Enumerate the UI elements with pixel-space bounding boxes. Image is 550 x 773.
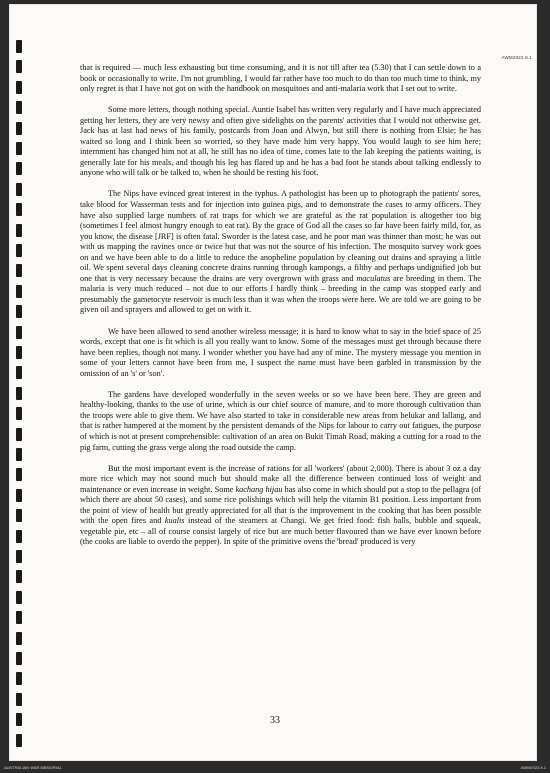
binding-ring: [16, 122, 22, 135]
binding-ring: [16, 693, 22, 706]
archive-footer: [0, 761, 550, 773]
paragraph-6-text: But the most important event is the increase of rations for all 'workers' (about 2,000). There is about 3 oz a day more rice which may not sound much but should make all the difference between continued loss of weight and maintenance or even increase in weight. Some: [80, 463, 481, 494]
binding-ring: [16, 346, 22, 359]
binding-ring: [16, 734, 22, 747]
binding-ring: [16, 40, 22, 53]
paragraph-6: [80, 464, 481, 548]
paragraph-5: The gardens have developed wonderfully in the seven weeks or so we have been here. They are green and healthy-looking, thanks to the use of urine, which is our chief source of manure, and to more thorough cultivation than the troops were able to give them. We have also started to take in considerable new areas from belukar and lallang, and that is rather hampered at the moment by the persistent demands of the Nips for labour to carry out fatigues, the purpose of which is not at present comprehensible: cultivation of an area on Bukit Timah Road, making a cutting for a road to the pig farm, cutting the grass verge along the road outside the camp.: [80, 389, 481, 452]
binding-ring: [16, 305, 22, 318]
binding-ring: [16, 183, 22, 196]
italic-kualis: kualis: [164, 516, 185, 526]
binding-ring: [16, 285, 22, 298]
paragraph-6-middle: has also come in which should put a stop to the pellagra (of which there are about 50 cases), and some rice polishings which will help the vitamin B1 position. Less important from the point of view of health but greatly appreciated for all that is the improvement in the cooking that has been possible with the open fires and: [80, 484, 481, 526]
paragraph-3-text: The Nips have evinced great interest in the typhus. A pathologist has been up to photograph the patients' sores, take blood for Wasserman tests and for injection into guinea pigs, and to demonstrate the cases to army officers. They have also supplied large numbers of rat traps for which we are grateful as the rat population is altogether too big (sometimes I feel almost hungry enough to eat rat). By the grace of God all the cases so far have been fairly mild, for, as you know, the disease [JRF] is often fatal. Sworder is the latest case, and he poor man was thinner than most; he was out with us mapping the ravines once or twice but that was not the source of his infection. The mosquito survey work goes on and we have been able to do a little to reduce the anopheline population by cleaning out drains and spraying a little oil. We spent several days cleaning concrete drains running through kampongs, a filthy and perhaps undignified job but one that is very necessary because the drains are very overgrown with grass and: [80, 189, 481, 283]
footer-left: AUSTRALIAN WAR MEMORIAL: [4, 765, 62, 770]
binding-ring: [16, 264, 22, 277]
binding-ring: [16, 509, 22, 522]
paragraph-6-end: Changi. We get fried food: fish balls, bubble and squeak, vegetable pie, etc – all of course consist largely of rice but are much better flavoured than we have ever known before (the cooks are liable to overdo the pepper). In spite of the primitive ovens the 'bread' produced is very: [80, 516, 481, 547]
binding-ring: [16, 203, 22, 216]
binding-ring: [16, 387, 22, 400]
binding-ring: [16, 407, 22, 420]
binding-ring: [16, 591, 22, 604]
page-text: [80, 63, 481, 548]
binding-ring: [16, 652, 22, 665]
binding-ring: [16, 162, 22, 175]
archive-reference: AWM2022.8.1: [501, 55, 532, 60]
binding-ring: [16, 468, 22, 481]
binding-ring: [16, 530, 22, 543]
binding-ring: [16, 142, 22, 155]
binding-ring: [16, 60, 22, 73]
binding-ring: [16, 611, 22, 624]
spiral-binding: [16, 40, 24, 756]
binding-ring: [16, 428, 22, 441]
paragraph-1: that is required — much less exhausting but time consuming, and it is not till after tea (5.30) that I can settle down to a book or occasionally to write. I'm not grumbling, I would far rather have too much to do than too much time to think, my only regret is that I have not got on with the handbook on mosquitoes and anti-malaria work that I set out to write.: [80, 63, 481, 94]
paragraph-2: Some more letters, though nothing special. Auntie Isabel has written very regularly and I have much appreciated getting her letters, they are very newsy and often give sidelights on the parents' activities that I would not otherwise get. Jack has at last had news of his family, postcards from Joan and Alwyn, but still there is nothing from Elsie; he has waited so long and I think been so worried, so they have made him very happy. You would laugh to see him here; internment has changed him not at all, he still has no idea of time, comes late to the lab keeping the patients waiting, is generally late for his meals, and though his leg has flared up and he has a bad foot he stands about talking endlessly to anyone who will talk or be talked to, when he should be resting his foot.: [80, 105, 481, 178]
binding-ring: [16, 101, 22, 114]
italic-maculatus: maculatus: [356, 273, 391, 283]
binding-ring: [16, 448, 22, 461]
paragraph-6-tail: instead of the steamers at: [184, 516, 281, 526]
page-number: 33: [270, 715, 280, 726]
binding-ring: [16, 489, 22, 502]
binding-ring: [16, 570, 22, 583]
paragraph-3: [80, 189, 481, 316]
paragraph-4: We have been allowed to send another wireless message; it is hard to know what to say in the brief space of 25 words, except that one is fit which is all you really want to know. Some of the messages must get through because there have been replies, though not many. I wonder whether you have had any of mine. The mystery message you mention in some of your letters cannot have been from me, I suspect the name must have been garbled in transmission by the omission of an 's' or 'son'.: [80, 326, 481, 378]
binding-ring: [16, 81, 22, 94]
paragraph-3-tail: are breeding in them. The malaria is very much reduced – not due to our efforts I hardly think – breeding in the camp was stopped early and presumably the gametocyte reservoir is much less than it was when the troops were here. We are told we are going to be given oil and sprayers and allowed to get on with it.: [80, 273, 482, 315]
binding-ring: [16, 632, 22, 645]
binding-ring: [16, 672, 22, 685]
binding-ring: [16, 224, 22, 237]
binding-ring: [16, 366, 22, 379]
footer-right: AWM2022.8.1: [520, 765, 546, 770]
binding-ring: [16, 244, 22, 257]
binding-ring: [16, 326, 22, 339]
binding-ring: [16, 550, 22, 563]
italic-kachang-hijau: kachang hijau: [235, 484, 283, 494]
